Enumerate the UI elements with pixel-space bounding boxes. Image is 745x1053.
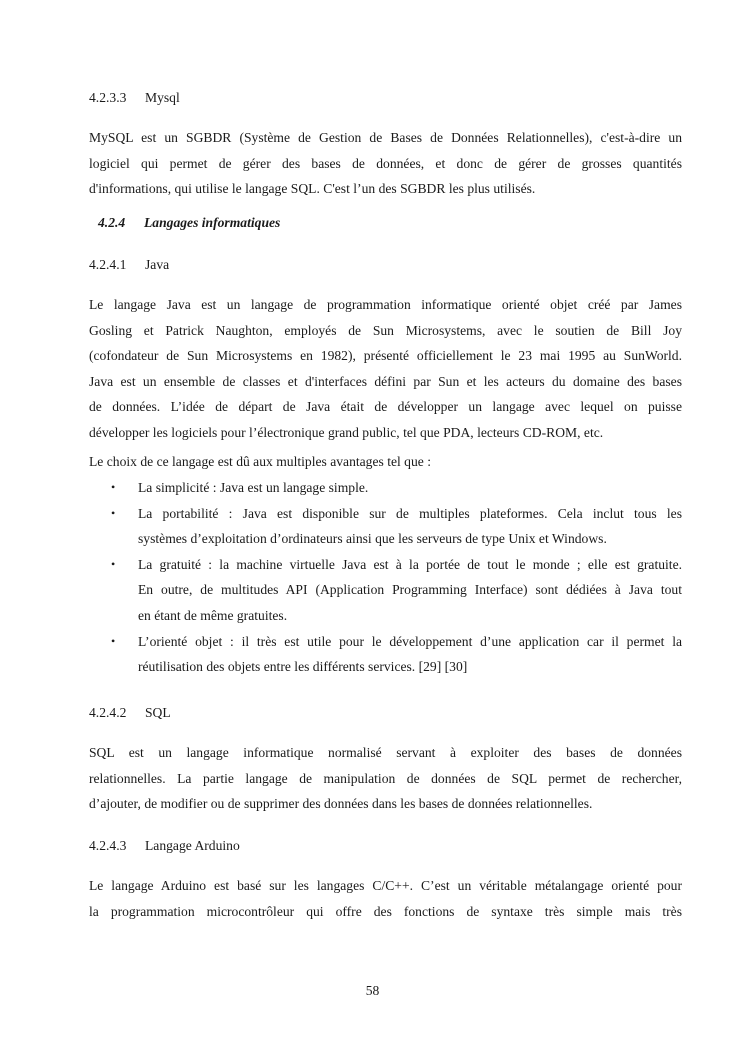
- paragraph-line: la programmation microcontrôleur qui offre des fonctions de syntaxe très simple mais très: [89, 903, 682, 919]
- heading-number: 4.2.4: [98, 215, 126, 230]
- list-item-line: systèmes d’exploitation d’ordinateurs ainsi que les serveurs de type Unix et Windows.: [138, 531, 607, 547]
- list-item-line: L’orienté objet : il très est utile pour le développement d’une application car il permet la: [138, 633, 682, 649]
- heading-4-2-3-3: [89, 90, 180, 106]
- bullet-icon: •: [111, 633, 116, 648]
- paragraph-line: SQL est un langage informatique normalisé servant à exploiter des bases de données: [89, 745, 682, 760]
- heading-title: Langage Arduino: [145, 838, 240, 853]
- list-item-line: La simplicité : Java est un langage simple.: [138, 480, 369, 495]
- java-paragraph: [89, 292, 682, 446]
- paragraph-line: Gosling et Patrick Naughton, employés de Sun Microsystems, avec le soutien de Bill Joy: [89, 322, 682, 338]
- bullet-icon: •: [111, 556, 116, 571]
- list-item-line: En outre, de multitudes API (Application Programming Interface) sont dédiées à Java tout: [138, 582, 682, 598]
- heading-number: 4.2.4.2: [89, 705, 127, 720]
- list-item: [111, 629, 682, 680]
- list-item-line: en étant de même gratuites.: [138, 607, 288, 623]
- page-number: 58: [365, 983, 380, 998]
- sql-paragraph: [89, 740, 682, 817]
- heading-4-2-4-1: [89, 257, 169, 273]
- paragraph-line: de données. L’idée de départ de Java était de développer un langage avec lequel on puisse: [89, 399, 682, 415]
- paragraph-line: d’ajouter, de modifier ou de supprimer des données dans les bases de données relationnelles.: [89, 796, 593, 812]
- paragraph-line: Le langage Java est un langage de programmation informatique orienté objet créé par James: [89, 297, 682, 312]
- paragraph-line: Java est un ensemble de classes et d'interfaces défini par Sun et les acteurs du domaine des bases: [89, 373, 682, 389]
- list-item-line: réutilisation des objets entre les différents services. [29] [30]: [138, 659, 468, 675]
- list-item-line: La portabilité : Java est disponible sur de multiples plateformes. Cela inclut tous les: [138, 505, 682, 521]
- java-intro-line: Le choix de ce langage est dû aux multiples avantages tel que :: [89, 454, 431, 469]
- heading-number: 4.2.4.3: [89, 838, 127, 853]
- heading-number: 4.2.4.1: [89, 257, 127, 272]
- arduino-paragraph: [89, 873, 682, 924]
- heading-title: Java: [145, 257, 170, 272]
- paragraph-line: d'informations, qui utilise le langage SQL. C'est l’un des SGBDR les plus utilisés.: [89, 181, 536, 197]
- heading-4-2-4-3: [89, 838, 240, 854]
- heading-number: 4.2.3.3: [89, 90, 127, 105]
- paragraph-line: Le langage Arduino est basé sur les langages C/C++. C’est un véritable métalangage orienté pour: [89, 878, 682, 893]
- mysql-paragraph: [89, 125, 682, 202]
- heading-title: Mysql: [145, 90, 180, 105]
- heading-4-2-4: [98, 215, 280, 231]
- paragraph-line: MySQL est un SGBDR (Système de Gestion de Bases de Données Relationnelles), c'est-à-dire un: [89, 130, 682, 145]
- list-item: [111, 475, 682, 501]
- paragraph-line: logiciel qui permet de gérer des bases de données, et donc de gérer de grosses quantités: [89, 155, 682, 171]
- bullet-icon: •: [111, 480, 116, 494]
- list-item-line: La gratuité : la machine virtuelle Java est à la portée de tout le monde ; elle est gratuite.: [138, 556, 682, 572]
- paragraph-line: développer les logiciels pour l’électronique grand public, tel que PDA, lecteurs CD-ROM, etc.: [89, 424, 604, 440]
- heading-4-2-4-2: [89, 705, 171, 721]
- heading-title: Langages informatiques: [144, 215, 281, 230]
- list-item: [111, 501, 682, 552]
- heading-title: SQL: [145, 705, 171, 720]
- bullet-icon: •: [111, 505, 116, 520]
- paragraph-line: relationnelles. La partie langage de manipulation de données de SQL permet de rechercher,: [89, 770, 682, 786]
- advantages-list: [111, 475, 682, 680]
- paragraph-line: (cofondateur de Sun Microsystems en 1982), présenté officiellement le 23 mai 1995 au SunWorld.: [89, 348, 682, 364]
- list-item: [111, 552, 682, 629]
